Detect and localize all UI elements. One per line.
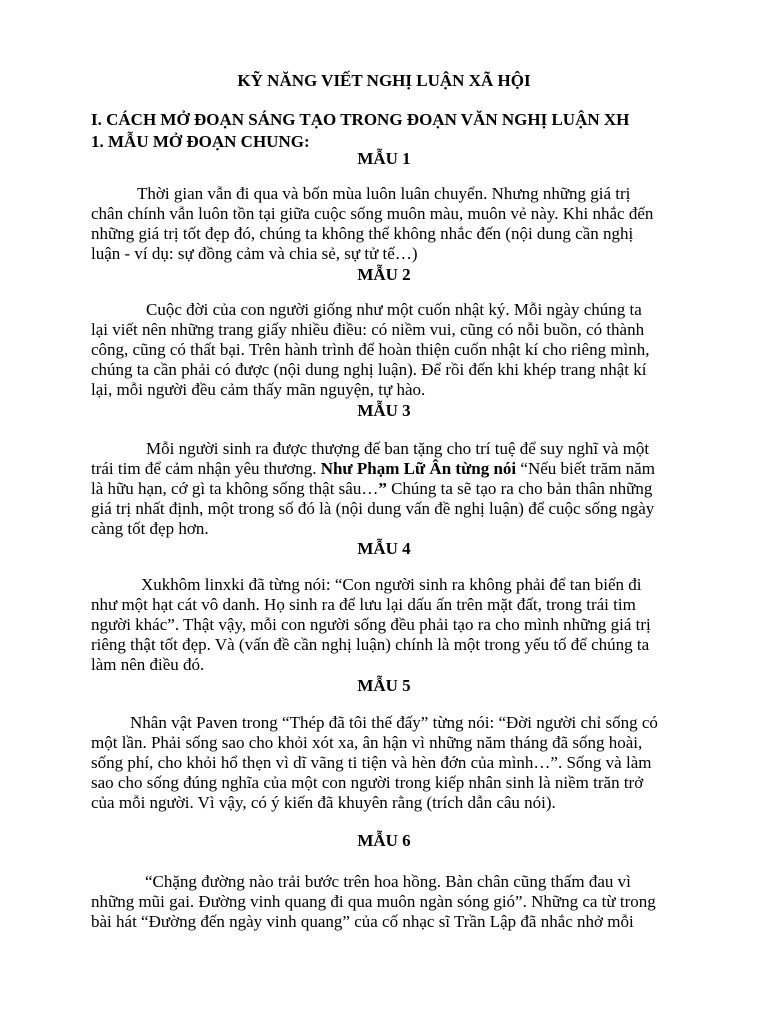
sample-6-line-3: bài hát “Đường đến ngày vinh quang” của cố nhạc sĩ Trần Lập đã nhắc nhở mỗi xyxy=(91,912,634,931)
subsection-heading: 1. MẪU MỞ ĐOẠN CHUNG: xyxy=(91,132,310,151)
sample-1-paragraph xyxy=(91,184,701,264)
section-heading: I. CÁCH MỞ ĐOẠN SÁNG TẠO TRONG ĐOẠN VĂN NGHỊ LUẬN XH xyxy=(91,110,630,129)
sample-1-line-4: luận - ví dụ: sự đồng cảm và chia sẻ, sự tử tế…) xyxy=(91,244,418,263)
sample-3-line-5: càng tốt đẹp hơn. xyxy=(91,519,209,538)
sample-2-line-5: lại, mỗi người đều cảm thấy mãn nguyện, tự hào. xyxy=(91,380,426,399)
sample-4-line-2: như một hạt cát vô danh. Họ sinh ra để lưu lại dấu ấn trên mặt đất, trong trái tim xyxy=(91,595,636,614)
sample-3-line-4: giá trị nhất định, một trong số đó là (nội dung vấn đề nghị luận) để cuộc sống ngày xyxy=(91,499,655,518)
sample-2-line-4: chúng ta cần phải có được (nội dung nghị luận). Để rồi đến khi khép trang nhật kí xyxy=(91,360,647,379)
sample-3-heading: MẪU 3 xyxy=(357,401,411,420)
sample-5-line-1: Nhân vật Paven trong “Thép đã tôi thế đấy” từng nói: “Đời người chỉ sống có xyxy=(130,713,658,732)
sample-4-paragraph xyxy=(91,575,701,675)
sample-2-heading: MẪU 2 xyxy=(357,265,411,284)
sample-6-line-2: những mũi gai. Đường vinh quang đi qua muôn ngàn sóng gió”. Những ca từ trong xyxy=(91,892,656,911)
sample-3-line-3 xyxy=(91,479,701,499)
sample-1-line-3: những giá trị tốt đẹp đó, chúng ta không thể không nhắc đến (nội dung cần nghị xyxy=(91,224,634,243)
closing-quote-mark: ” xyxy=(378,479,387,498)
sample-3-line-2-text: trái tim để cảm nhận yêu thương. xyxy=(91,459,321,478)
sample-3-line-2 xyxy=(91,459,701,479)
sample-3-paragraph xyxy=(91,439,701,539)
sample-5-line-2: một lần. Phải sống sao cho khỏi xót xa, ân hận vì những năm tháng đã sống hoài, xyxy=(91,733,643,752)
sample-4-line-5: làm nên điều đó. xyxy=(91,655,205,674)
sample-3-line-2-quote: “Nếu biết trăm năm xyxy=(516,459,655,478)
sample-1-line-2: chân chính vẫn luôn tồn tại giữa cuộc sống muôn màu, muôn vẻ này. Khi nhắc đến xyxy=(91,204,654,223)
sample-3-line-1: Mỗi người sinh ra được thượng đế ban tặng cho trí tuệ để suy nghĩ và một xyxy=(146,439,650,458)
sample-5-line-5: của mỗi người. Vì vậy, có ý kiến đã khuyên rằng (trích dẫn câu nói). xyxy=(91,793,556,812)
sample-1-heading: MẪU 1 xyxy=(357,149,411,168)
sample-2-line-3: công, cũng có thất bại. Trên hành trình để hoàn thiện cuốn nhật kí cho riêng mình, xyxy=(91,340,650,359)
sample-4-line-4: riêng thật tốt đẹp. Và (vấn đề cần nghị luận) chính là một trong yếu tố để chúng ta xyxy=(91,635,650,654)
sample-3-line-3-text: là hữu hạn, cớ gì ta không sống thật sâu… xyxy=(91,479,379,498)
sample-4-line-1: Xukhôm linxki đã từng nói: “Con người sinh ra không phải để tan biến đi xyxy=(141,575,642,594)
sample-6-line-1: “Chặng đường nào trải bước trên hoa hồng. Bàn chân cũng thấm đau vì xyxy=(145,872,631,891)
sample-2-line-2: lại viết nên những trang giấy nhiều điều: có niềm vui, cũng có nỗi buồn, có thành xyxy=(91,320,645,339)
sample-5-line-3: sống phí, cho khỏi hổ thẹn vì dĩ vãng ti tiện và hèn đớn của mình…”. Sống và làm xyxy=(91,753,652,772)
sample-6-paragraph xyxy=(91,872,701,932)
sample-5-paragraph xyxy=(91,713,701,813)
sample-5-line-4: sao cho sống đúng nghĩa của một con người trong kiếp nhân sinh là niềm trăn trở xyxy=(91,773,644,792)
sample-2-paragraph xyxy=(91,300,701,400)
sample-5-heading: MẪU 5 xyxy=(357,676,411,695)
sample-3-line-3-rest: Chúng ta sẽ tạo ra cho bản thân những xyxy=(386,479,653,498)
document-title: KỸ NĂNG VIẾT NGHỊ LUẬN XÃ HỘI xyxy=(237,71,531,90)
sample-4-line-3: người khác”. Thật vậy, mỗi con người sống đều phải tạo ra cho mình những giá trị xyxy=(91,615,651,634)
sample-6-heading: MẪU 6 xyxy=(357,831,411,850)
sample-4-heading: MẪU 4 xyxy=(357,539,411,558)
sample-1-line-1: Thời gian vẫn đi qua và bốn mùa luôn luân chuyển. Nhưng những giá trị xyxy=(137,184,631,203)
quote-attribution: Như Phạm Lữ Ân từng nói xyxy=(320,459,517,478)
sample-2-line-1: Cuộc đời của con người giống như một cuốn nhật ký. Mỗi ngày chúng ta xyxy=(146,300,642,319)
